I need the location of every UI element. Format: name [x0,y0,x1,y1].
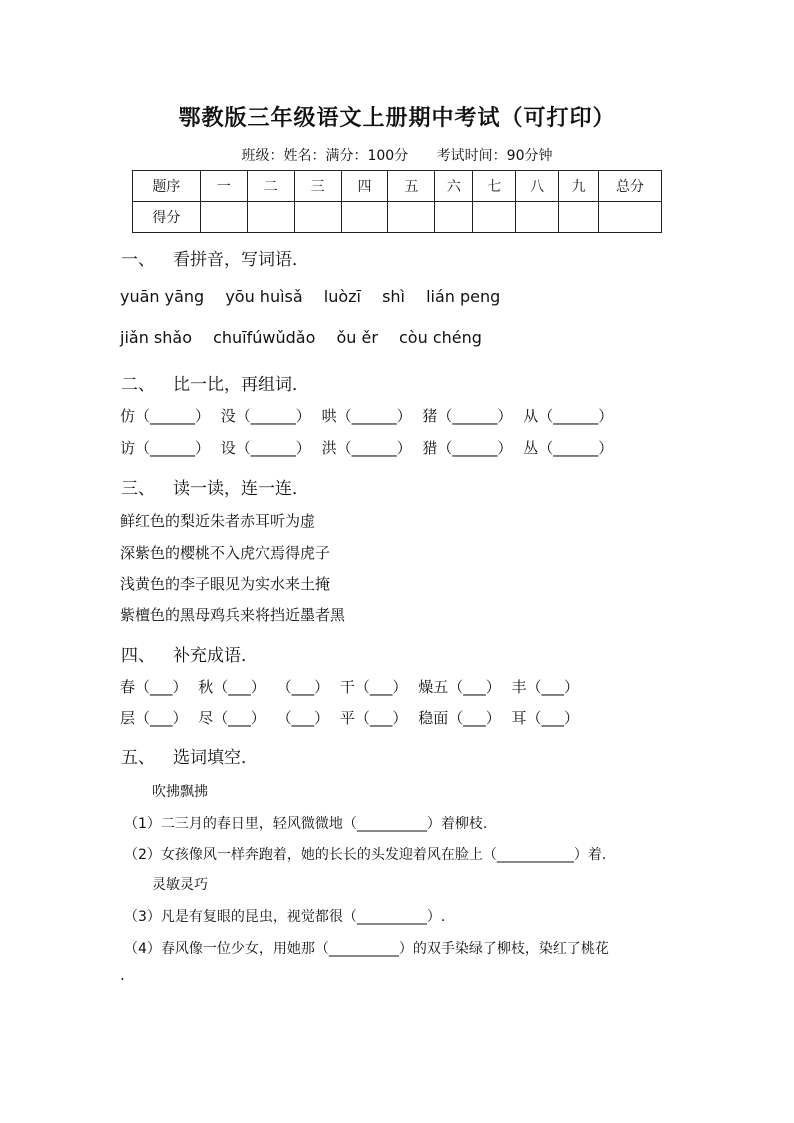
idiom-blank[interactable]: （___） [276,709,330,727]
matching-line: 深紫色的樱桃不入虎穴焉得虎子 [120,544,331,562]
section-title: 读一读，连一连． [173,479,309,499]
pinyin-item: chuīfúwǔdǎo [213,328,316,347]
table-cell: 五 [388,171,435,202]
table-cell: 四 [341,171,388,202]
table-cell: 八 [516,171,559,202]
exam-info [0,145,794,165]
pinyin-line [120,328,498,347]
exam-time: 考试时间：90分钟 [436,148,553,164]
pinyin-item: yōu huìsǎ [225,287,303,306]
word-blank[interactable]: 洪（______） [321,439,412,457]
matching-line: 浅黄色的李子眼见为实水来土掩 [120,575,331,593]
section-3-heading [121,474,309,499]
table-cell: 二 [247,171,294,202]
section-5-heading [121,743,258,768]
idiom-blank[interactable]: 耳（___） [511,709,579,727]
table-cell: 三 [294,171,341,202]
score-entry-cell[interactable] [559,202,599,233]
word-group-line [120,437,619,458]
idiom-blank[interactable]: （___） [276,678,330,696]
table-cell: 总分 [599,171,662,202]
score-entry-cell[interactable] [294,202,341,233]
word-blank[interactable]: 丛（______） [523,439,614,457]
score-entry-cell[interactable] [516,202,559,233]
section-title: 看拼音，写词语． [173,250,309,270]
score-entry-cell[interactable] [599,202,662,233]
idiom-blank[interactable]: 燥五（___） [418,678,501,696]
pinyin-line [120,287,516,306]
pinyin-item: ǒu ěr [336,328,378,347]
pinyin-item: jiǎn shǎo [120,328,192,347]
matching-line: 紫檀色的黑母鸡兵来将挡近墨者黑 [120,606,346,624]
idiom-blank[interactable]: 尽（___） [198,709,266,727]
section-title: 选词填空． [173,748,258,768]
matching-line: 鲜红色的梨近朱者赤耳听为虚 [120,512,316,530]
pinyin-item: còu chéng [399,328,482,347]
score-entry-cell[interactable] [473,202,516,233]
idiom-blank[interactable]: 层（___） [120,709,188,727]
section-number: 一、 [121,250,155,270]
trailing-period: . [120,966,125,984]
table-cell: 得分 [133,202,201,233]
section-title: 补充成语． [173,646,258,666]
word-choice-options: 吹拂飘拂 [152,784,208,800]
score-table [132,170,662,233]
word-blank[interactable]: 设（______） [220,439,311,457]
score-entry-cell[interactable] [341,202,388,233]
score-entry-cell[interactable] [200,202,247,233]
score-entry-cell[interactable] [247,202,294,233]
pinyin-item: lián peng [426,287,501,306]
word-blank[interactable]: 从（______） [523,407,614,425]
word-blank[interactable]: 哄（______） [321,407,412,425]
pinyin-item: yuān yāng [120,287,205,306]
table-cell: 题序 [133,171,201,202]
idiom-blank[interactable]: 春（___） [120,678,188,696]
fill-blank-question[interactable]: （1）二三月的春日里，轻风微微地（__________）着柳枝. [124,816,488,832]
idiom-blank[interactable]: 干（___） [339,678,408,696]
section-2-heading [121,370,309,395]
page-title: 鄂教版三年级语文上册期中考试（可打印） [178,105,616,131]
idiom-blank[interactable]: 平（___） [339,709,408,727]
class-name-score: 班级：姓名：满分：100分 [241,148,409,164]
word-choice-options: 灵敏灵巧 [152,877,208,893]
word-blank[interactable]: 没（______） [220,407,311,425]
fill-blank-question[interactable]: （3）凡是有复眼的昆虫，视觉都很（__________）. [124,909,446,925]
table-cell: 六 [435,171,473,202]
fill-blank-question[interactable]: （4）春风像一位少女，用她那（__________）的双手染绿了柳枝，染红了桃花 [124,941,609,957]
idiom-line [120,676,585,697]
table-cell: 七 [473,171,516,202]
word-blank[interactable]: 猎（______） [422,439,513,457]
word-blank[interactable]: 猪（______） [422,407,513,425]
section-number: 五、 [121,748,155,768]
score-entry-cell[interactable] [435,202,473,233]
idiom-blank[interactable]: 稳面（___） [418,709,501,727]
section-number: 三、 [121,479,155,499]
word-group-line [120,405,619,426]
score-table-score-row [133,202,662,233]
section-title: 比一比，再组词． [173,375,309,395]
idiom-line [120,707,585,728]
idiom-blank[interactable]: 丰（___） [511,678,579,696]
score-entry-cell[interactable] [388,202,435,233]
word-blank[interactable]: 仿（______） [120,407,211,425]
section-number: 四、 [121,646,155,666]
fill-blank-question[interactable]: （2）女孩像风一样奔跑着，她的长长的头发迎着风在脸上（___________）着. [124,847,607,863]
table-cell: 九 [559,171,599,202]
idiom-blank[interactable]: 秋（___） [198,678,266,696]
pinyin-item: luòzī [323,287,361,306]
pinyin-item: shì [382,287,405,306]
section-1-heading [121,245,309,270]
section-number: 二、 [121,375,155,395]
word-blank[interactable]: 访（______） [120,439,211,457]
score-table-header-row [133,171,662,202]
section-4-heading [121,641,258,666]
table-cell: 一 [200,171,247,202]
